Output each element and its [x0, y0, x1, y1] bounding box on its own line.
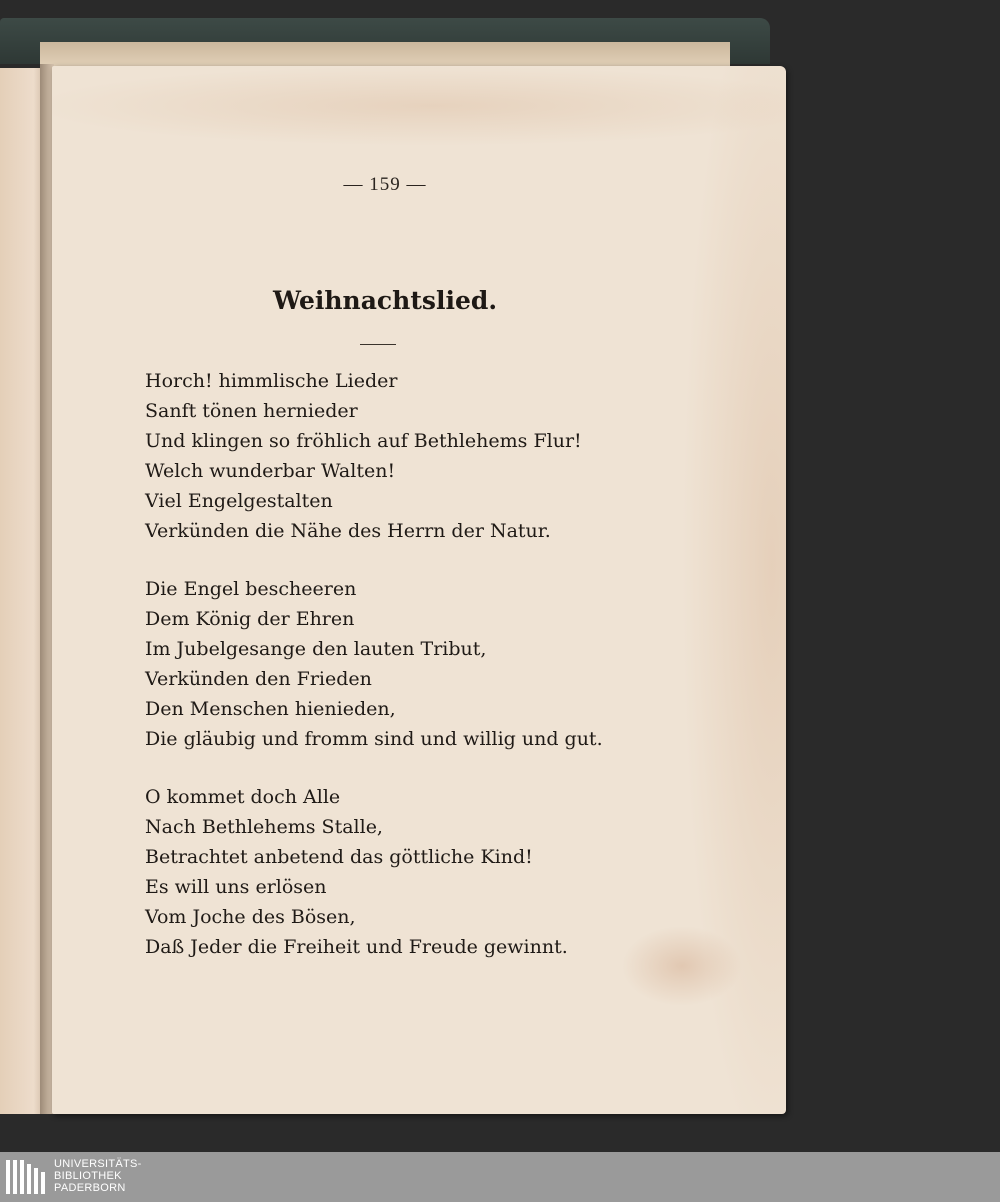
stanza-3 [145, 782, 705, 962]
library-name [54, 1158, 142, 1194]
poem-line: Im Jubelgesange den lauten Tribut, [145, 638, 487, 660]
poem-line: Es will uns erlösen [145, 876, 327, 898]
book-page [52, 66, 786, 1114]
poem-line: Nach Bethlehems Stalle, [145, 816, 383, 838]
poem-title: Weihnachtslied. [272, 286, 498, 315]
poem-line: Sanft tönen hernieder [145, 400, 358, 422]
poem-line: Verkünden die Nähe des Herrn der Natur. [145, 520, 551, 542]
poem-line: Daß Jeder die Freiheit und Freude gewinnt. [145, 936, 568, 958]
poem-line: Welch wunderbar Walten! [145, 460, 396, 482]
stanza-2 [145, 574, 705, 754]
title-divider [360, 344, 396, 345]
library-logo-icon [6, 1160, 50, 1194]
library-footer-bar [0, 1152, 1000, 1202]
poem-line: Betrachtet anbetend das göttliche Kind! [145, 846, 533, 868]
poem-line: Und klingen so fröhlich auf Bethlehems Flur! [145, 430, 582, 452]
library-name-line: PADERBORN [54, 1182, 126, 1194]
library-name-line: UNIVERSITÄTS- [54, 1158, 142, 1170]
poem-line: O kommet doch Alle [145, 786, 341, 808]
poem-line: Dem König der Ehren [145, 608, 355, 630]
poem-line: Die Engel bescheeren [145, 578, 357, 600]
poem-body [145, 366, 705, 990]
library-name-line: BIBLIOTHEK [54, 1170, 122, 1182]
poem-line: Die gläubig und fromm sind und willig und gut. [145, 728, 603, 750]
poem-line: Horch! himmlische Lieder [145, 370, 398, 392]
poem-line: Den Menschen hienieden, [145, 698, 396, 720]
poem-line: Vom Joche des Bösen, [145, 906, 356, 928]
poem-line: Viel Engelgestalten [145, 490, 333, 512]
stanza-1 [145, 366, 705, 546]
page-number: — 159 — [343, 174, 427, 195]
poem-line: Verkünden den Frieden [145, 668, 372, 690]
